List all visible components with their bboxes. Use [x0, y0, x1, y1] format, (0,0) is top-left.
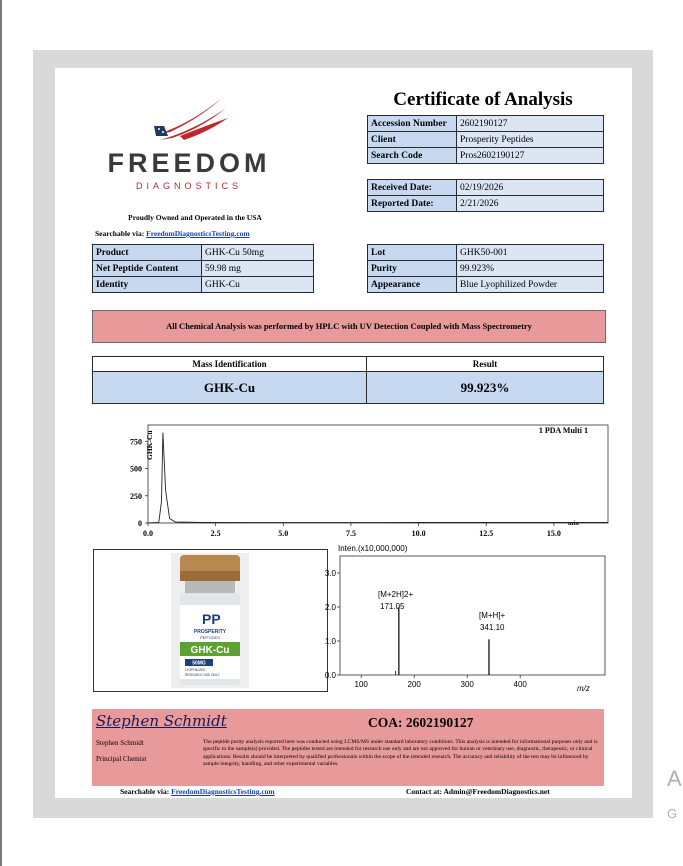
- appearance-value: Blue Lyophilized Powder: [457, 277, 604, 293]
- hplc-peak-label: GHK-Cu: [145, 430, 154, 460]
- hplc-y-tick-label: 750: [130, 437, 142, 447]
- purity-label: Purity: [368, 261, 457, 277]
- accession-table: [367, 115, 604, 164]
- vial-brand2: PEPTIDES: [200, 635, 220, 640]
- flag-wings-logo-icon: [150, 96, 230, 144]
- table-row: [368, 180, 604, 196]
- vial-line2: RESEARCH USE ONLY: [185, 673, 220, 677]
- table-row: [368, 245, 604, 261]
- ms-y-tick-label: 0.0: [324, 671, 336, 680]
- ms-y-tick-label: 2.0: [324, 603, 336, 612]
- vial-name: GHK-Cu: [190, 645, 230, 656]
- hplc-x-tick-label: 5.0: [278, 529, 289, 538]
- signature-band: [92, 709, 604, 786]
- received-label: Received Date:: [368, 180, 457, 196]
- identity-value: GHK-Cu: [202, 277, 314, 293]
- dates-table: [367, 179, 604, 212]
- product-value: GHK-Cu 50mg: [202, 245, 314, 261]
- ms-x-unit: m/z: [577, 684, 590, 693]
- table-row: [368, 148, 604, 164]
- ms-peak1-name: [M+2H]2+: [378, 590, 414, 599]
- method-banner: [92, 310, 606, 343]
- vial-brand: PROSPERITY: [193, 629, 227, 635]
- left-edge-line: [0, 0, 2, 866]
- searchable-link[interactable]: FreedomDiagnosticsTesting.com: [146, 229, 250, 238]
- table-row: [93, 261, 314, 277]
- reported-label: Reported Date:: [368, 196, 457, 212]
- hplc-x-tick-label: 7.5: [345, 529, 356, 538]
- accession-value: 2602190127: [457, 116, 604, 132]
- ms-peak2-name: [M+H]+: [479, 611, 506, 620]
- identity-label: Identity: [93, 277, 202, 293]
- table-row: [93, 245, 314, 261]
- ms-y-title: Inten.(x10,000,000): [338, 544, 408, 553]
- lot-label: Lot: [368, 245, 457, 261]
- mass-spectrum: [317, 542, 609, 696]
- table-row: [368, 116, 604, 132]
- table-row: [93, 277, 314, 293]
- net-peptide-value: 59.98 mg: [202, 261, 314, 277]
- signer-role: Principal Chemist: [96, 755, 147, 763]
- vial-dose: 50MG: [192, 660, 206, 667]
- results-header-mass: Mass Identification: [93, 357, 367, 372]
- hplc-x-tick-label: 0.0: [143, 529, 153, 538]
- hplc-series-line: [148, 433, 608, 523]
- ms-x-tick-label: 300: [460, 680, 474, 689]
- results-table: [92, 356, 604, 404]
- vial-line1: LYOPHILIZED: [185, 668, 206, 672]
- ms-y-tick-label: 1.0: [324, 637, 336, 646]
- ms-x-tick-label: 200: [407, 680, 421, 689]
- ms-x-tick-label: 100: [354, 680, 368, 689]
- hplc-x-unit: min: [568, 520, 579, 527]
- side-letter-g: G: [667, 806, 678, 821]
- method-banner-text: All Chemical Analysis was performed by HPLC with UV Detection Coupled with Mass Spectrometry: [166, 321, 532, 331]
- product-label: Product: [93, 245, 202, 261]
- received-value: 02/19/2026: [457, 180, 604, 196]
- hplc-x-tick-label: 15.0: [546, 529, 561, 538]
- table-row: [368, 277, 604, 293]
- disclaimer-text: The peptide purity analysis reported here was conducted using LCMS/MS under standard laboratory conditions. This analysis is intended for informational purposes only and is specific to the sample(s) provided. The peptides tested are intended for research use only and are not approved for human or veterinary use, diagnostic, therapeutic, or clinical applications. Results should be interpreted by qualified professionals within the scope of the intended research. The accuracy and reliability of the test may be influenced by sample integrity, handling, and other experimental variables.: [203, 739, 598, 768]
- searchable-line: [95, 229, 250, 238]
- vial-photo: [171, 553, 249, 688]
- results-header-result: Result: [367, 357, 603, 372]
- ms-peak2-mz: 341.10: [480, 623, 505, 632]
- product-table: [92, 244, 314, 293]
- lot-value: GHK50-001: [457, 245, 604, 261]
- ms-plot-frame: [340, 556, 605, 675]
- hplc-chromatogram: [90, 424, 610, 540]
- results-mass-value: GHK-Cu: [93, 372, 367, 403]
- client-value: Prosperity Peptides: [457, 132, 604, 148]
- results-purity-value: 99.923%: [367, 372, 603, 403]
- logo-brand: FREEDOM: [107, 148, 271, 178]
- table-row: [368, 196, 604, 212]
- ms-peak1-mz: 171.05: [380, 602, 405, 611]
- ms-x-tick-label: 400: [513, 680, 527, 689]
- search-code-value: Pros2602190127: [457, 148, 604, 164]
- purity-value: 99.923%: [457, 261, 604, 277]
- logo-sub: DIAGNOSTICS: [135, 181, 242, 191]
- page-title: Certificate of Analysis: [393, 89, 573, 110]
- coa-number: COA: 2602190127: [368, 715, 474, 730]
- owned-text: Proudly Owned and Operated in the USA: [128, 213, 262, 222]
- hplc-y-tick-label: 500: [130, 464, 142, 474]
- signature-script: Stephen Schmidt: [96, 712, 227, 730]
- hplc-plot-frame: [148, 425, 608, 523]
- hplc-x-tick-label: 12.5: [479, 529, 494, 538]
- vial-image-box: [93, 549, 328, 692]
- footer-search: [120, 787, 275, 796]
- ms-y-tick-label: 3.0: [324, 569, 336, 578]
- footer-search-link[interactable]: FreedomDiagnosticsTesting.com: [171, 787, 275, 796]
- table-row: [368, 132, 604, 148]
- net-peptide-label: Net Peptide Content: [93, 261, 202, 277]
- hplc-y-tick-label: 0: [138, 519, 142, 528]
- hplc-x-tick-label: 10.0: [411, 529, 426, 538]
- accession-label: Accession Number: [368, 116, 457, 132]
- reported-value: 2/21/2026: [457, 196, 604, 212]
- searchable-label: Searchable via:: [95, 229, 145, 238]
- side-letter-a: A: [667, 766, 682, 791]
- appearance-label: Appearance: [368, 277, 457, 293]
- client-label: Client: [368, 132, 457, 148]
- signer-name: Stephen Schmidt: [96, 739, 144, 747]
- hplc-legend: 1 PDA Multi 1: [538, 426, 588, 435]
- search-code-label: Search Code: [368, 148, 457, 164]
- hplc-y-tick-label: 250: [130, 491, 142, 501]
- footer-search-label: Searchable via:: [120, 787, 170, 796]
- vial-logo-icon: PP: [202, 611, 221, 627]
- lot-table: [367, 244, 604, 293]
- certificate-page: [55, 68, 632, 798]
- footer-contact: Contact at: Admin@FreedomDiagnostics.net: [406, 787, 550, 796]
- table-row: [368, 261, 604, 277]
- hplc-x-tick-label: 2.5: [210, 529, 221, 538]
